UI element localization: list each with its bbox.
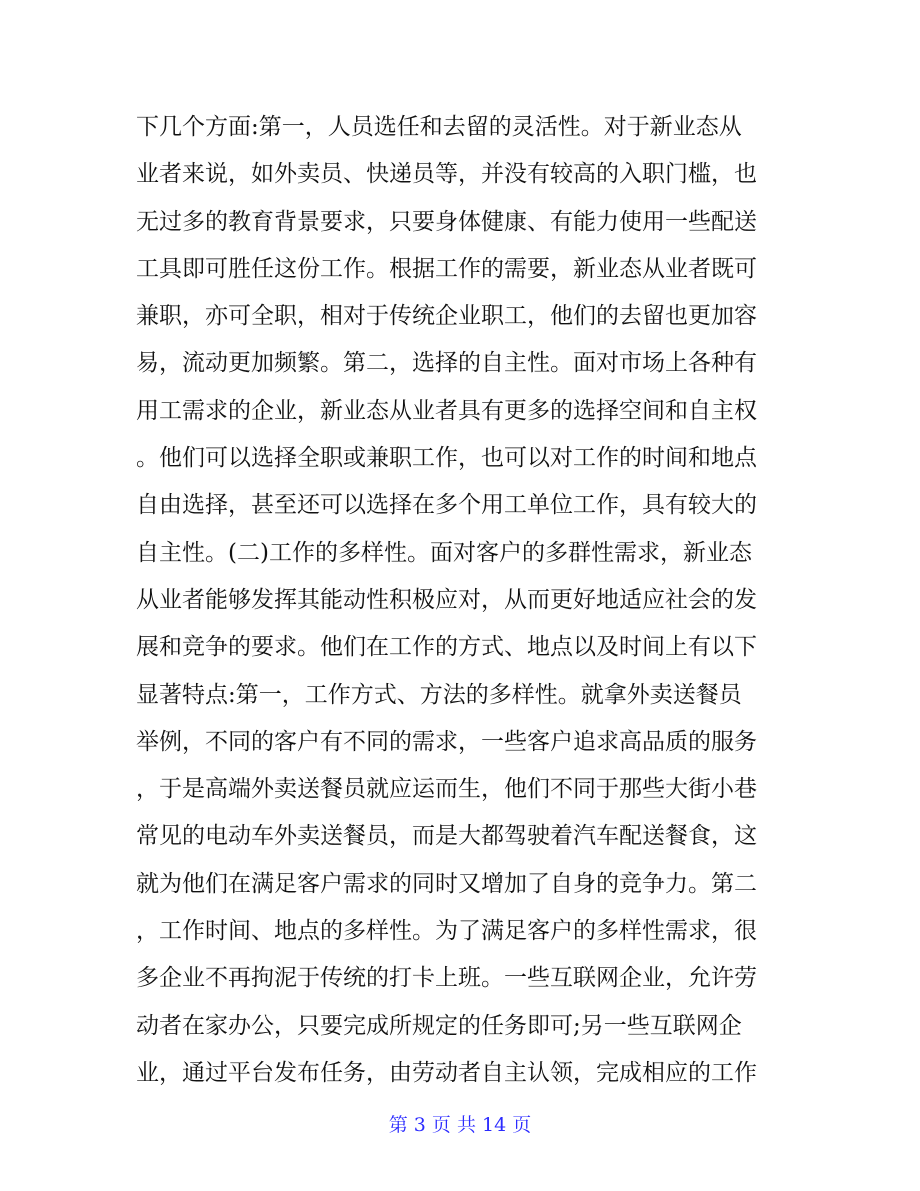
text-line: 自由选择，甚至还可以选择在多个用工单位工作，具有较大的	[136, 492, 757, 519]
text-line: 易，流动更加频繁。第二，选择的自主性。面对市场上各种有	[136, 350, 757, 377]
text-line: 从业者能够发挥其能动性积极应对，从而更好地适应社会的发	[136, 586, 757, 613]
text-line: 动者在家办公，只要完成所规定的任务即可;另一些互联网企	[136, 1012, 742, 1039]
text-line: 多企业不再拘泥于传统的打卡上班。一些互联网企业，允许劳	[136, 965, 757, 992]
body-text	[136, 104, 796, 1097]
text-line: 业，通过平台发布任务，由劳动者自主认领，完成相应的工作	[136, 1059, 757, 1086]
text-line: 兼职，亦可全职，相对于传统企业职工，他们的去留也更加容	[136, 303, 757, 330]
text-line: ，工作时间、地点的多样性。为了满足客户的多样性需求，很	[136, 918, 757, 945]
text-line: 自主性。(二)工作的多样性。面对客户的多群性需求，新业态	[136, 539, 752, 566]
text-line: 展和竞争的要求。他们在工作的方式、地点以及时间上有以下	[136, 634, 757, 661]
text-line: ，于是高端外卖送餐员就应运而生，他们不同于那些大街小巷	[136, 776, 757, 803]
text-line: 无过多的教育背景要求，只要身体健康、有能力使用一些配送	[136, 208, 757, 235]
text-line: 。他们可以选择全职或兼职工作，也可以对工作的时间和地点	[136, 445, 757, 472]
text-line: 下几个方面:第一，人员选任和去留的灵活性。对于新业态从	[136, 114, 742, 140]
text-line: 业者来说，如外卖员、快递员等，并没有较高的入职门槛，也	[136, 161, 757, 188]
text-line: 举例，不同的客户有不同的需求，一些客户追求高品质的服务	[136, 728, 757, 755]
text-line: 就为他们在满足客户需求的同时又增加了自身的竞争力。第二	[136, 870, 757, 897]
text-line: 用工需求的企业，新业态从业者具有更多的选择空间和自主权	[136, 397, 757, 424]
page-number-footer: 第 3 页 共 14 页	[388, 1114, 532, 1136]
text-line: 工具即可胜任这份工作。根据工作的需要，新业态从业者既可	[136, 255, 757, 282]
text-line: 常见的电动车外卖送餐员，而是大都驾驶着汽车配送餐食，这	[136, 823, 757, 850]
text-line: 显著特点:第一，工作方式、方法的多样性。就拿外卖送餐员	[136, 681, 742, 708]
